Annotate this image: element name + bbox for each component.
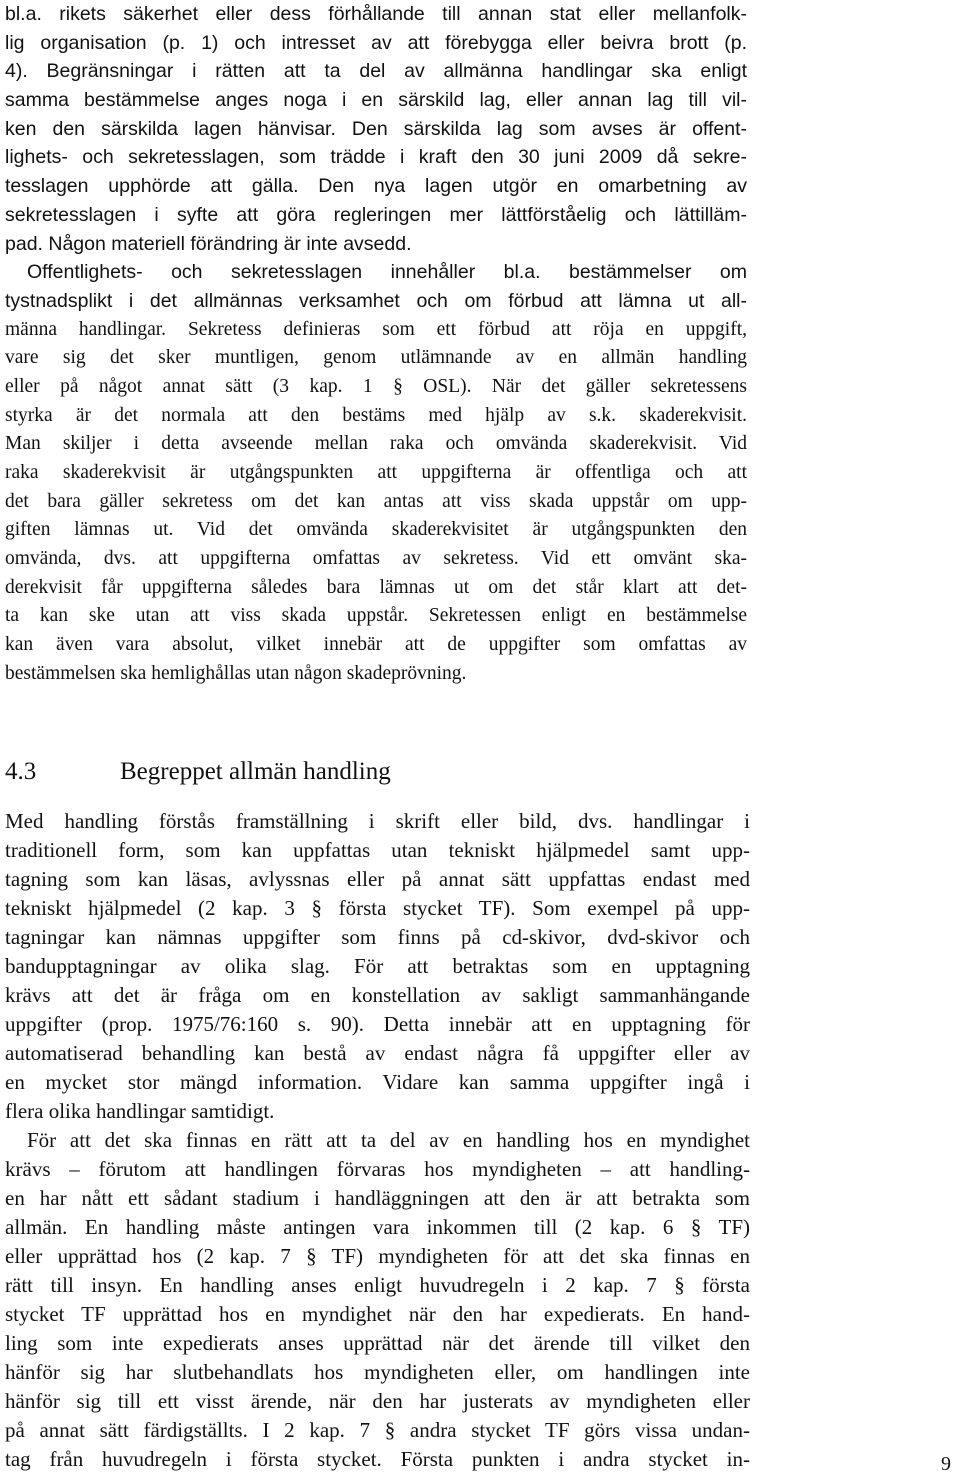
- page-number: 9: [941, 1453, 951, 1475]
- text-line: omvända, dvs. att uppgifterna omfattas av sekretess. Vid ett omvänt ska-: [5, 548, 747, 570]
- text-line: rätt till insyn. En handling anses enligt huvudregeln i 2 kap. 7 § första: [5, 1273, 750, 1297]
- text-line: styrka är det normala att den bestäms med hjälp av s.k. skaderekvisit.: [5, 404, 747, 426]
- text-line: krävs – förutom att handlingen förvaras hos myndigheten – att handling-: [5, 1157, 750, 1181]
- text-line: lig organisation (p. 1) och intresset av att förebygga eller beivra brott (p.: [5, 31, 747, 54]
- text-line: tag från huvudregeln i första stycket. Första punkten i andra stycket in-: [5, 1447, 750, 1471]
- text-line: männa handlingar. Sekretess definieras som ett förbud att röja en uppgift,: [5, 318, 747, 340]
- text-line: tekniskt hjälpmedel (2 kap. 3 § första stycket TF). Som exempel på upp-: [5, 896, 750, 920]
- text-line: hänför sig har slutbehandlats hos myndigheten eller, om handlingen inte: [5, 1360, 750, 1384]
- text-line: ta kan ske utan att viss skada uppstår. Sekretessen enligt en bestämmelse: [5, 605, 747, 627]
- text-line: ling som inte expedierats anses upprättad när det ärende till vilket den: [5, 1331, 750, 1355]
- section-title: Begreppet allmän handling: [120, 758, 391, 785]
- text-line: tagningar kan nämnas uppgifter som finns på cd-skivor, dvd-skivor och: [5, 925, 750, 949]
- text-line: raka skaderekvisit är utgångspunkten att uppgifterna är offentliga och att: [5, 462, 747, 483]
- text-line: på annat sätt färdigställts. I 2 kap. 7 § andra stycket TF görs vissa undan-: [5, 1418, 750, 1442]
- text-line: sekretesslagen i syfte att göra regleringen mer lättförståelig och lättilläm-: [5, 203, 747, 226]
- text-line: pad. Någon materiell förändring är inte avsedd.: [5, 232, 412, 255]
- text-line: tystnadsplikt i det allmännas verksamhet och om förbud att lämna ut all-: [5, 289, 747, 312]
- text-line: Med handling förstås framställning i skrift eller bild, dvs. handlingar i: [5, 809, 750, 833]
- text-line: eller på något annat sätt (3 kap. 1 § OSL). När det gäller sekretessens: [5, 375, 747, 397]
- text-line: hänför sig till ett visst ärende, när den har justerats av myndigheten eller: [5, 1389, 750, 1413]
- text-line: kan även vara absolut, vilket innebär att de uppgifter som omfattas av: [5, 634, 747, 656]
- text-line: För att det ska finnas en rätt att ta del av en handling hos en myndighet: [27, 1128, 750, 1152]
- text-line: traditionell form, som kan uppfattas utan tekniskt hjälpmedel samt upp-: [5, 838, 750, 862]
- text-line: det bara gäller sekretess om det kan antas att viss skada uppstår om upp-: [5, 490, 747, 512]
- text-line: allmän. En handling måste antingen vara inkommen till (2 kap. 6 § TF): [5, 1215, 750, 1239]
- text-line: tesslagen upphörde att gälla. Den nya lagen utgör en omarbetning av: [5, 175, 747, 198]
- text-line: en mycket stor mängd information. Vidare kan samma uppgifter ingå i: [5, 1070, 750, 1094]
- text-line: bestämmelsen ska hemlighållas utan någon skadeprövning.: [5, 662, 467, 684]
- text-line: giften lämnas ut. Vid det omvända skaderekvisitet är utgångspunkten den: [5, 519, 747, 541]
- text-line: vare sig det sker muntligen, genom utlämnande av en allmän handling: [5, 347, 747, 369]
- text-line: tagning som kan läsas, avlyssnas eller på annat sätt uppfattas endast med: [5, 867, 750, 891]
- section-heading: [5, 755, 747, 789]
- body-text-section-2: [5, 807, 750, 1474]
- body-text-section-1: [5, 0, 747, 689]
- text-line: derekvisit får uppgifterna således bara lämnas ut om det står klart att det-: [5, 576, 747, 598]
- text-line: ken den särskilda lagen hänvisar. Den särskilda lag som avses är offent-: [5, 117, 747, 140]
- text-line: eller upprättad hos (2 kap. 7 § TF) myndigheten för att det ska finnas en: [5, 1244, 750, 1268]
- text-line: krävs att det är fråga om en konstellation av sakligt sammanhängande: [5, 983, 750, 1007]
- text-line: uppgifter (prop. 1975/76:160 s. 90). Detta innebär att en upptagning för: [5, 1012, 750, 1036]
- text-line: 4). Begränsningar i rätten att ta del av allmänna handlingar ska enligt: [5, 60, 747, 83]
- text-line: automatiserad behandling kan bestå av endast några få uppgifter eller av: [5, 1041, 750, 1065]
- text-line: flera olika handlingar samtidigt.: [5, 1099, 275, 1123]
- text-line: bl.a. rikets säkerhet eller dess förhållande till annan stat eller mellanfolk-: [5, 3, 747, 25]
- text-line: Man skiljer i detta avseende mellan raka och omvända skaderekvisit. Vid: [5, 433, 747, 455]
- text-line: stycket TF upprättad hos en myndighet när den har expedierats. En hand-: [5, 1302, 750, 1326]
- text-line: Offentlighets- och sekretesslagen innehåller bl.a. bestämmelser om: [27, 261, 747, 284]
- section-number: 4.3: [5, 758, 37, 785]
- text-line: samma bestämmelse anges noga i en särskild lag, eller annan lag till vil-: [5, 89, 747, 112]
- text-line: bandupptagningar av olika slag. För att betraktas som en upptagning: [5, 954, 750, 978]
- text-line: lighets- och sekretesslagen, som trädde i kraft den 30 juni 2009 då sekre-: [5, 146, 747, 169]
- text-line: en har nått ett sådant stadium i handläggningen att den är att betrakta som: [5, 1186, 750, 1210]
